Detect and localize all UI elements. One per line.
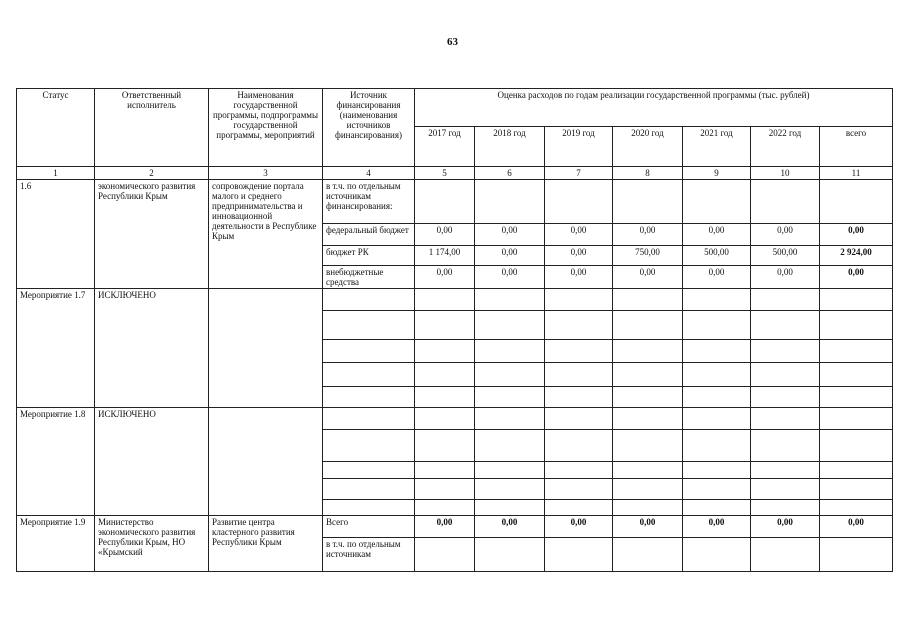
value-cell (545, 538, 613, 572)
header-source: Источник финансирования (наименования источников финансирования) (323, 89, 415, 167)
row-executor: Министерство экономического развития Республики Крым, НО «Крымский (95, 516, 209, 572)
value-cell (475, 180, 545, 224)
budget-table (16, 88, 893, 572)
value-cell: 0,00 (475, 516, 545, 538)
col-number: 8 (613, 167, 683, 180)
total-cell: 0,00 (820, 516, 893, 538)
col-number: 4 (323, 167, 415, 180)
row-source: в т.ч. по отдельным источникам (323, 538, 415, 572)
value-cell: 0,00 (545, 516, 613, 538)
table-row (17, 289, 893, 311)
value-cell: 0,00 (683, 224, 751, 246)
year-total: всего (820, 127, 893, 167)
table-row (17, 516, 893, 538)
row-source: федеральный бюджет (323, 224, 415, 246)
row-source: Всего (323, 516, 415, 538)
row-source: внебюджетные средства (323, 266, 415, 289)
row-executor: ИСКЛЮЧЕНО (95, 289, 209, 408)
row-status: Мероприятие 1.7 (17, 289, 95, 408)
value-cell (683, 538, 751, 572)
col-number: 5 (415, 167, 475, 180)
year-2019: 2019 год (545, 127, 613, 167)
col-number: 10 (751, 167, 820, 180)
value-cell: 0,00 (415, 516, 475, 538)
value-cell: 0,00 (613, 516, 683, 538)
value-cell: 0,00 (751, 266, 820, 289)
value-cell (683, 180, 751, 224)
value-cell (613, 538, 683, 572)
header-estimate: Оценка расходов по годам реализации государственной программы (тыс. рублей) (415, 89, 893, 127)
col-number: 9 (683, 167, 751, 180)
value-cell: 0,00 (415, 224, 475, 246)
row-executor: ИСКЛЮЧЕНО (95, 408, 209, 516)
row-program-name (209, 408, 323, 516)
value-cell (415, 538, 475, 572)
value-cell (613, 180, 683, 224)
value-cell: 1 174,00 (415, 246, 475, 266)
row-source: бюджет РК (323, 246, 415, 266)
value-cell: 500,00 (683, 246, 751, 266)
value-cell (415, 180, 475, 224)
value-cell: 750,00 (613, 246, 683, 266)
value-cell: 0,00 (751, 224, 820, 246)
value-cell: 0,00 (415, 266, 475, 289)
value-cell (751, 538, 820, 572)
value-cell: 0,00 (683, 516, 751, 538)
table-row (17, 180, 893, 224)
row-source: в т.ч. по отдельным источникам финансирования: (323, 180, 415, 224)
year-2020: 2020 год (613, 127, 683, 167)
value-cell: 0,00 (545, 224, 613, 246)
value-cell: 0,00 (475, 224, 545, 246)
row-executor: экономического развития Республики Крым (95, 180, 209, 289)
row-status: Мероприятие 1.8 (17, 408, 95, 516)
header-program-name: Наименования государственной программы, подпрограммы государственной программы, мероприятий (209, 89, 323, 167)
row-program-name: сопровождение портала малого и среднего предпринимательства и инновационной деятельности в Республике Крым (209, 180, 323, 289)
total-cell (820, 538, 893, 572)
year-2018: 2018 год (475, 127, 545, 167)
value-cell: 0,00 (613, 266, 683, 289)
col-number: 6 (475, 167, 545, 180)
column-numbers-row (17, 167, 893, 180)
year-2022: 2022 год (751, 127, 820, 167)
row-program-name (209, 289, 323, 408)
total-cell (820, 180, 893, 224)
total-cell: 0,00 (820, 266, 893, 289)
value-cell: 0,00 (475, 246, 545, 266)
year-2021: 2021 год (683, 127, 751, 167)
value-cell (545, 180, 613, 224)
value-cell: 0,00 (751, 516, 820, 538)
value-cell (475, 538, 545, 572)
value-cell (751, 180, 820, 224)
col-number: 2 (95, 167, 209, 180)
value-cell: 0,00 (545, 266, 613, 289)
year-2017: 2017 год (415, 127, 475, 167)
page-number: 63 (447, 36, 458, 48)
col-number: 3 (209, 167, 323, 180)
value-cell: 500,00 (751, 246, 820, 266)
row-status: 1.6 (17, 180, 95, 289)
total-cell: 2 924,00 (820, 246, 893, 266)
total-cell: 0,00 (820, 224, 893, 246)
header-row (17, 89, 893, 127)
header-executor: Ответственный исполнитель (95, 89, 209, 167)
value-cell: 0,00 (613, 224, 683, 246)
header-status: Статус (17, 89, 95, 167)
value-cell: 0,00 (545, 246, 613, 266)
row-program-name: Развитие центра кластерного развития Республики Крым (209, 516, 323, 572)
col-number: 11 (820, 167, 893, 180)
value-cell: 0,00 (475, 266, 545, 289)
col-number: 1 (17, 167, 95, 180)
row-status: Мероприятие 1.9 (17, 516, 95, 572)
col-number: 7 (545, 167, 613, 180)
table-row (17, 408, 893, 430)
value-cell: 0,00 (683, 266, 751, 289)
